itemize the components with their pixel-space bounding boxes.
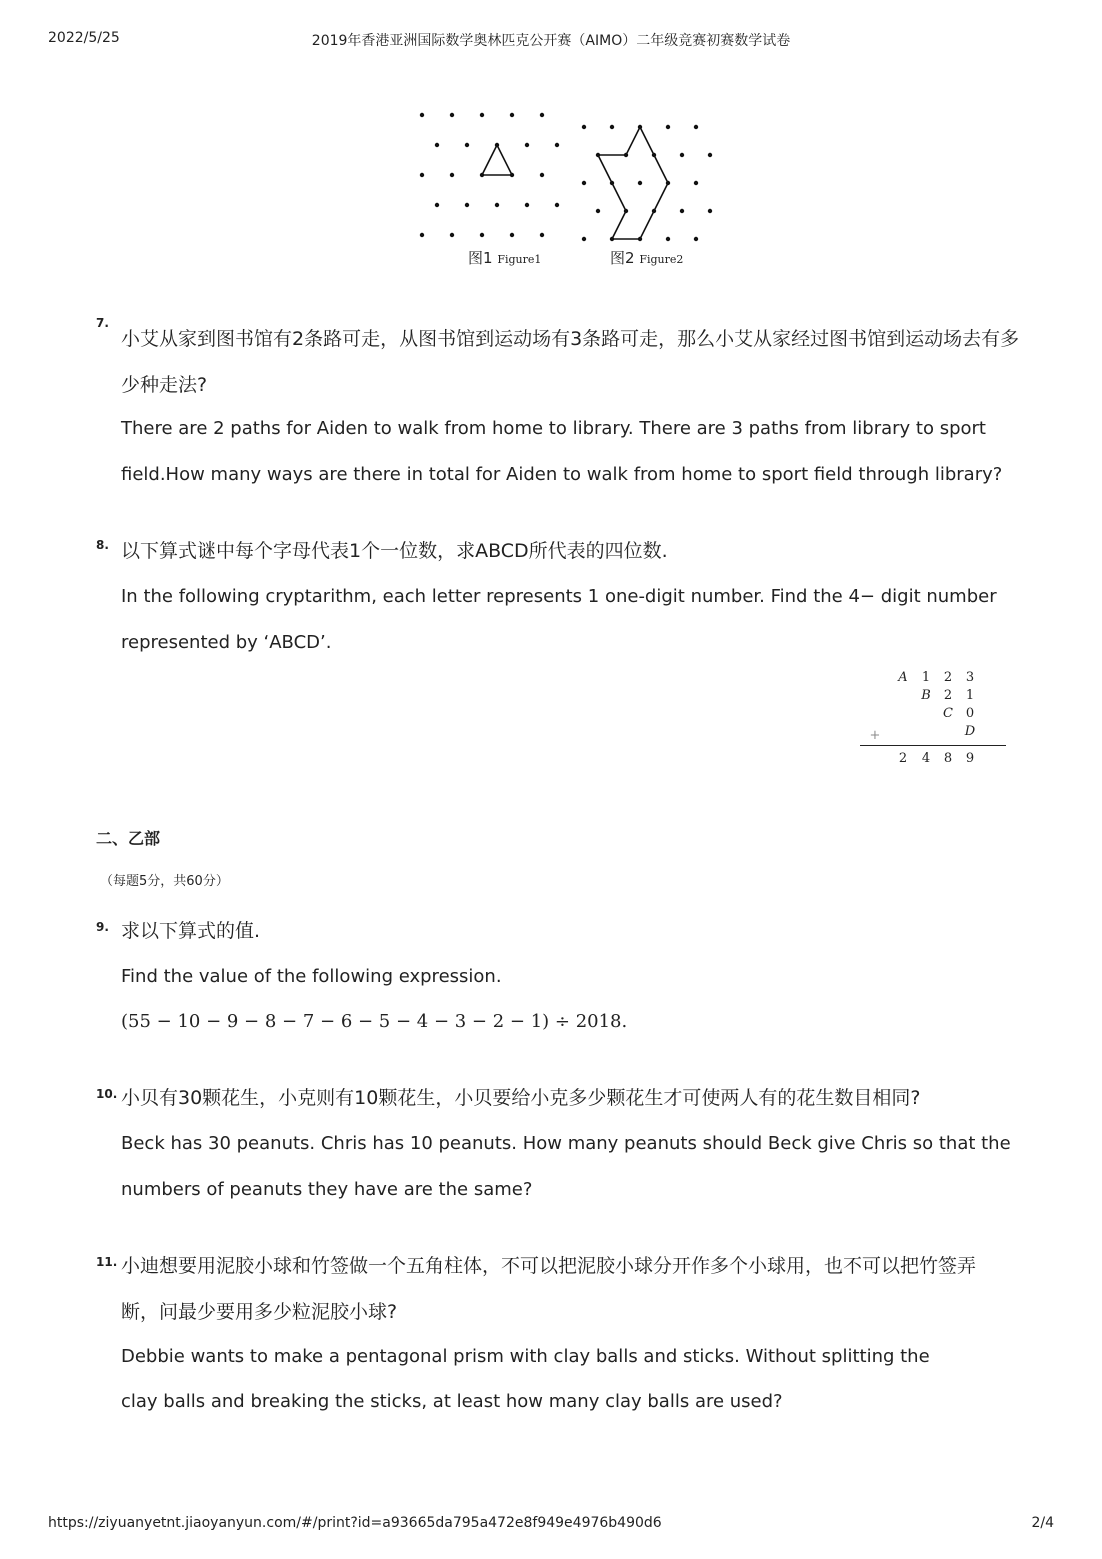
figure2-caption: 图2 Figure2 [610, 249, 684, 267]
question-text-en-line1: Beck has 30 peanuts. Chris has 10 peanuts. How many peanuts should Beck give Chris so that the [121, 1133, 1011, 1154]
cryptarithm-sum: 2 4 8 9 [898, 751, 975, 766]
page-url: https://ziyuanyetnt.jiaoyanyun.com/#/print?id=a93665da795a472e8f949e4976b490d6 [48, 1515, 662, 1531]
question-text-en-line2: numbers of peanuts they have are the same? [121, 1179, 533, 1200]
question-number: 8. [96, 538, 109, 552]
question-text-en-line1: Debbie wants to make a pentagonal prism with clay balls and sticks. Without splitting the [121, 1346, 930, 1367]
question-number: 10. [96, 1087, 118, 1101]
question-number: 11. [96, 1255, 118, 1269]
question-text-cn-line1: 小迪想要用泥胶小球和竹签做一个五角柱体，不可以把泥胶小球分开作多个小球用，也不可以把竹签弄 [121, 1255, 977, 1277]
question-text-en-line2: represented by ‘ABCD’. [121, 632, 332, 653]
arrow-shape [598, 127, 668, 239]
question-text-en: Find the value of the following expression. [121, 966, 502, 987]
question-number: 7. [96, 316, 109, 330]
question-text-cn: 求以下算式的值. [121, 920, 261, 942]
dot-grid-drawing [410, 105, 730, 255]
print-date: 2022/5/25 [48, 30, 120, 46]
question-number: 9. [96, 920, 109, 934]
section-title: 二、乙部 [96, 829, 161, 848]
question-text-cn: 以下算式谜中每个字母代表1个一位数，求ABCD所代表的四位数. [121, 540, 668, 562]
cryptarithm-row-3: C 0 [943, 706, 975, 721]
question-text-cn: 小艾从家到图书馆有2条路可走，从图书馆到运动场有3条路可走，那么小艾从家经过图书馆到运动场去有多少种走法? [121, 328, 1020, 396]
math-expression: (55 − 10 − 9 − 8 − 7 − 6 − 5 − 4 − 3 − 2 − 1) ÷ 2018. [121, 1011, 628, 1032]
question-text-en-line1: There are 2 paths for Aiden to walk from home to library. There are 3 paths from library to sport [121, 418, 986, 439]
cryptarithm-row-1: A 1 2 3 [898, 670, 975, 685]
cryptarithm-row-4: + D [869, 724, 976, 743]
dot-grid-figures [410, 105, 730, 275]
cryptarithm [858, 668, 1008, 778]
cryptarithm-row-2: B 2 1 [921, 688, 975, 703]
question-text-en-line1: In the following cryptarithm, each letter represents 1 one-digit number. Find the 4− digit number [121, 586, 997, 607]
question-text-en-line2: field.How many ways are there in total for Aiden to walk from home to sport field through library? [121, 464, 1003, 485]
question-text-cn: 小贝有30颗花生，小克则有10颗花生，小贝要给小克多少颗花生才可使两人有的花生数目相同? [121, 1087, 921, 1109]
triangle-shape [482, 145, 512, 175]
page-title: 2019年香港亚洲国际数学奥林匹克公开赛（AIMO）二年级竞赛初赛数学试卷 [311, 33, 791, 49]
page-number: 2/4 [1031, 1515, 1054, 1531]
figure1-caption: 图1 Figure1 [468, 249, 542, 267]
section-points: （每题5分，共60分） [100, 874, 229, 889]
sum-line [860, 745, 1006, 746]
question-text-cn-line2: 断，问最少要用多少粒泥胶小球? [121, 1301, 398, 1323]
question-text-en-line2: clay balls and breaking the sticks, at least how many clay balls are used? [121, 1391, 783, 1412]
